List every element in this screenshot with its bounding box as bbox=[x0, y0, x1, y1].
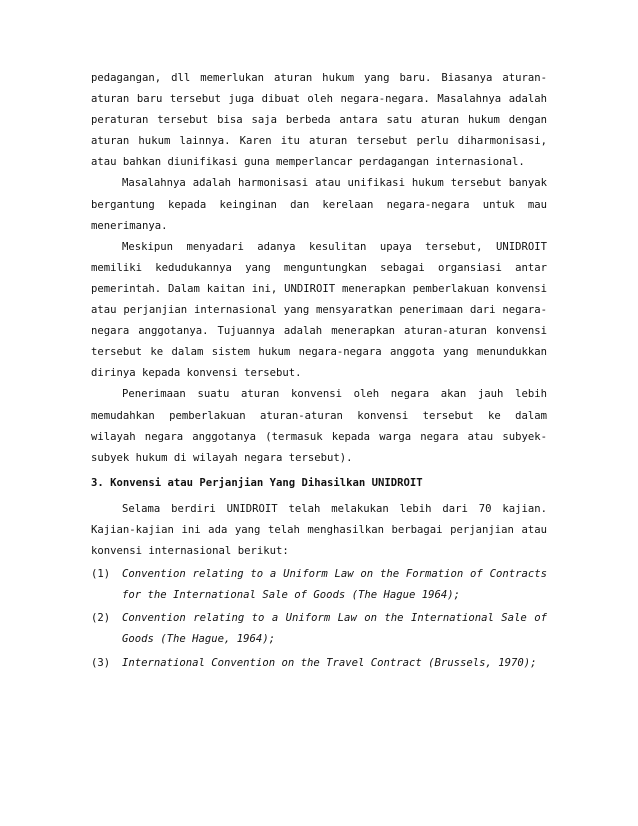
list-item bbox=[91, 653, 547, 674]
paragraph-2: Masalahnya adalah harmonisasi atau unifikasi hukum tersebut banyak bergantung kepada keinginan dan kerelaan negara-negara untuk mau menerimanya. bbox=[91, 177, 547, 232]
list-number: (2) bbox=[91, 612, 111, 625]
paragraph-5: Selama berdiri UNIDROIT telah melakukan lebih dari 70 kajian. Kajian-kajian ini ada yang telah menghasilkan berbagai perjanjian atau konvensi internasional berikut: bbox=[91, 502, 547, 558]
paragraph-4: Penerimaan suatu aturan konvensi oleh negara akan jauh lebih memudahkan pemberlakuan aturan-aturan konvensi tersebut ke dalam wilayah negara anggotanya (termasuk kepada warga negara atau subyek-subyek hukum di wilayah negara tersebut). bbox=[91, 388, 547, 464]
paragraph-3: Meskipun menyadari adanya kesulitan upaya tersebut, UNIDROIT memiliki kedudukannya yang menguntungkan sebagai organsiasi antar pemerintah. Dalam kaitan ini, UNDIROIT menerapkan pemberlakuan konvensi atau perjanjian internasional yang mensyaratkan penerimaan dari negara-negara anggotanya. Tujuannya adalah menerapkan aturan-aturan konvensi tersebut ke dalam sistem hukum negara-negara anggota yang menundukkan dirinya kepada konvensi tersebut. bbox=[91, 240, 547, 380]
list-number: (3) bbox=[91, 656, 111, 669]
list-item bbox=[91, 564, 547, 606]
list-text: Convention relating to a Uniform Law on the Formation of Contracts for the International Sale of Goods (The Hague 1964); bbox=[122, 568, 547, 602]
paragraph-1: pedagangan, dll memerlukan aturan hukum yang baru. Biasanya aturan-aturan baru tersebut juga dibuat oleh negara-negara. Masalahnya adalah peraturan tersebut bisa saja berbeda antara satu aturan hukum dengan aturan hukum lainnya. Karen itu aturan tersebut perlu diharmonisasi, atau bahkan diunifikasi guna memperlancar perdagangan internasional. bbox=[91, 72, 547, 169]
list-text: Convention relating to a Uniform Law on the International Sale of Goods (The Hague, 1964); bbox=[122, 612, 547, 646]
section-heading: 3. Konvensi atau Perjanjian Yang Dihasilkan UNIDROIT bbox=[91, 476, 423, 489]
list-number: (1) bbox=[91, 568, 111, 581]
list-text: International Convention on the Travel Contract (Brussels, 1970); bbox=[122, 656, 537, 669]
convention-list bbox=[91, 564, 547, 673]
list-item bbox=[91, 608, 547, 650]
